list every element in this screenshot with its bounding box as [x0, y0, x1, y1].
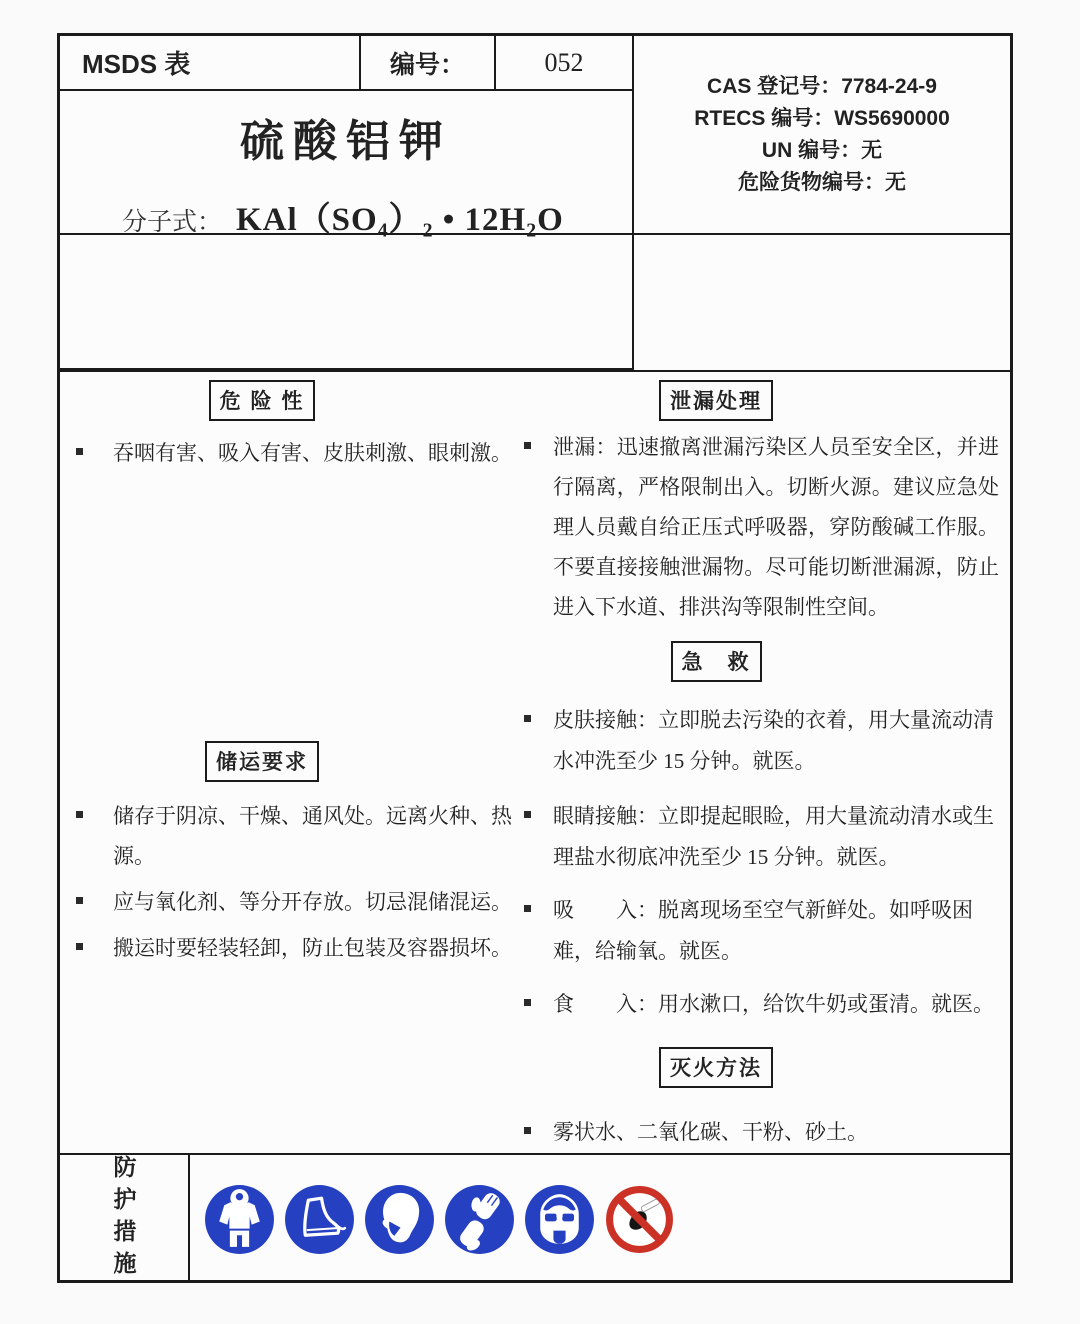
- list-item: [524, 1112, 999, 1153]
- bullet-square-icon: [524, 715, 531, 722]
- identifiers-cell: [634, 36, 1010, 235]
- leak-item: 泄漏：迅速撤离泄漏污染区人员至安全区，并进行隔离，严格限制出入。切断火源。建议应急处理人员戴自给正压式呼吸器，穿防酸碱工作服。不要直接接触泄漏物。尽可能切断泄漏源，防止进入下水道、排洪沟等限制性空间。: [553, 435, 999, 619]
- bullet-square-icon: [76, 897, 83, 904]
- formula-label: 分子式：: [122, 209, 223, 236]
- number-value: 052: [544, 47, 584, 77]
- storage-item: 储存于阴凉、干燥、通风处。远离火种、热源。: [113, 804, 512, 868]
- un-number-line: UN 编号：无: [761, 138, 883, 162]
- bullet-square-icon: [524, 905, 531, 912]
- msds-document-table: [57, 33, 1013, 1283]
- list-item: [524, 427, 999, 627]
- storage-section-header-wrap: [76, 741, 448, 782]
- rtecs-number-line: RTECS 编号：WS5690000: [694, 106, 950, 130]
- first-aid-item-eyes: 眼睛接触：立即提起眼睑，用大量流动清水或生理盐水彻底冲洗至少 15 分钟。就医。: [553, 804, 994, 869]
- leak-section-title: 泄漏处理: [659, 380, 773, 421]
- number-label-cell: [361, 36, 496, 89]
- protection-row: [60, 1153, 1010, 1283]
- fire-item: 雾状水、二氧化碳、干粉、砂土。: [553, 1120, 868, 1144]
- hazard-item: 吞咽有害、吸入有害、皮肤刺激、眼刺激。: [113, 441, 512, 465]
- first-aid-item-skin: 皮肤接触：立即脱去污染的衣着，用大量流动清水冲洗至少 15 分钟。就医。: [553, 708, 994, 773]
- substance-cell: [60, 91, 632, 238]
- formula-row: [60, 193, 632, 240]
- fire-section-header-wrap: [524, 1047, 908, 1088]
- bullet-square-icon: [76, 943, 83, 950]
- protection-icons-cell: [190, 1155, 1010, 1283]
- list-item: [524, 984, 999, 1025]
- empty-cell-3: [634, 235, 1010, 370]
- list-item: [76, 928, 512, 968]
- dangerous-goods-number-line: 危险货物编号：无: [738, 170, 906, 194]
- header-right-block: [634, 36, 1010, 370]
- protective-clothing-icon: [203, 1183, 276, 1256]
- storage-item: 应与氧化剂、等分开存放。切忌混储混运。: [113, 890, 512, 914]
- left-column: [60, 372, 512, 1153]
- doc-type-cell: [60, 36, 361, 89]
- list-item: [76, 433, 512, 473]
- leak-section-header-wrap: [524, 380, 908, 421]
- bullet-square-icon: [524, 442, 531, 449]
- bullet-square-icon: [524, 811, 531, 818]
- storage-item: 搬运时要轻装轻卸，防止包装及容器损坏。: [113, 936, 512, 960]
- bullet-square-icon: [76, 448, 83, 455]
- doc-type-label: MSDS 表: [82, 49, 191, 79]
- protection-label-cell: [60, 1155, 190, 1283]
- protective-gloves-icon: [443, 1183, 516, 1256]
- right-column: [512, 372, 1013, 1153]
- number-value-cell: [496, 36, 632, 89]
- list-item: [524, 700, 999, 782]
- first-aid-section-header-wrap: [524, 641, 908, 682]
- bullet-square-icon: [76, 811, 83, 818]
- empty-cell-1: [60, 235, 632, 370]
- formula-value: KAl（SO₄）₂ • 12H₂O: [236, 202, 564, 238]
- first-aid-item-ingestion: 食 入：用水漱口，给饮牛奶或蛋清。就医。: [553, 992, 994, 1016]
- protective-boots-icon: [283, 1183, 356, 1256]
- respirator-mask-icon: [363, 1183, 436, 1256]
- no-open-flame-icon: [603, 1183, 676, 1256]
- number-label: 编号：: [389, 50, 465, 79]
- list-item: [76, 796, 512, 876]
- header-left-block: [60, 36, 634, 370]
- list-item: [524, 796, 999, 878]
- storage-section-title: 储运要求: [205, 741, 319, 782]
- first-aid-section-title: 急 救: [671, 641, 762, 682]
- bullet-square-icon: [524, 999, 531, 1006]
- substance-name: 硫酸铝钾: [240, 117, 452, 166]
- hazard-section-title: 危 险 性: [209, 380, 316, 421]
- list-item: [76, 882, 512, 922]
- protection-label: 防护措施: [110, 1155, 137, 1283]
- title-row: [60, 36, 632, 91]
- document-header-area: [60, 36, 1010, 372]
- bullet-square-icon: [524, 1127, 531, 1134]
- list-item: [524, 890, 999, 972]
- cas-number-line: CAS 登记号：7784-24-9: [707, 74, 937, 98]
- first-aid-item-inhalation: 吸 入：脱离现场至空气新鲜处。如呼吸困难，给输氧。就医。: [553, 898, 973, 963]
- main-content-area: [60, 372, 1010, 1153]
- safety-goggles-icon: [523, 1183, 596, 1256]
- hazard-section-header-wrap: [76, 380, 448, 421]
- fire-section-title: 灭火方法: [659, 1047, 773, 1088]
